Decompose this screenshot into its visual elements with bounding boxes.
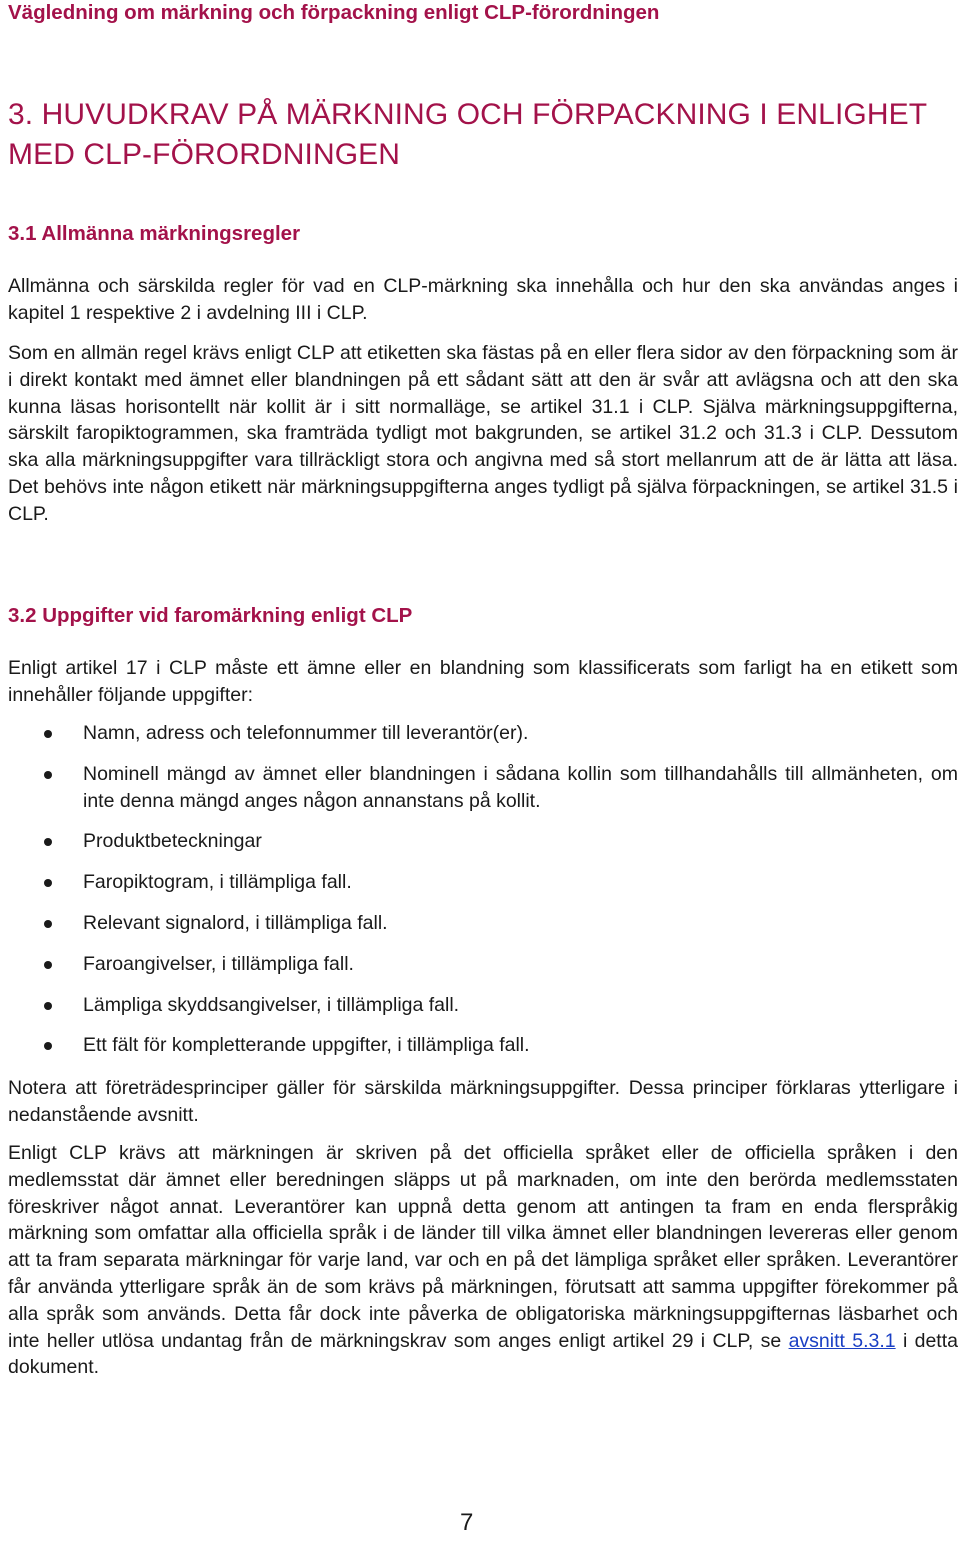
- paragraph-precedence-note: Notera att företrädesprinciper gäller för särskilda märkningsuppgifter. Dessa principer förklaras ytterligare i nedanstående avsnitt.: [8, 1077, 958, 1126]
- paragraph-article-17-intro: Enligt artikel 17 i CLP måste ett ämne eller en blandning som klassificerats som farligt ha en etikett som innehåller följande uppgifter:: [8, 657, 958, 706]
- section-title-3-1: 3.1 Allmänna märkningsregler: [8, 222, 301, 245]
- list-item: [8, 910, 958, 937]
- list-item: [8, 951, 958, 978]
- bullet-icon: [44, 920, 52, 928]
- paragraph-general-rules: Allmänna och särskilda regler för vad en CLP-märkning ska innehålla och hur den ska användas anges i kapitel 1 respektive 2 i avdelning III i CLP.: [8, 275, 958, 324]
- list-item-text: Relevant signalord, i tillämpliga fall.: [83, 911, 388, 934]
- list-item-text: Nominell mängd av ämnet eller blandningen i sådana kollin som tillhandahålls till allmänheten, om inte denna mängd anges någon annanstans på kollit.: [83, 762, 958, 812]
- list-item: [8, 828, 958, 855]
- list-item: [8, 720, 958, 747]
- bullet-icon: [44, 961, 52, 969]
- list-item-text: Faroangivelser, i tillämpliga fall.: [83, 952, 354, 975]
- bullet-icon: [44, 1042, 52, 1050]
- list-item: [8, 992, 958, 1019]
- list-item-text: Namn, adress och telefonnummer till leverantör(er).: [83, 722, 529, 744]
- list-item-text: Produktbeteckningar: [83, 830, 262, 853]
- paragraph-language-requirements: [8, 1140, 958, 1381]
- bullet-icon: [44, 879, 52, 887]
- language-paragraph-ending: i detta dokument.: [8, 1329, 958, 1379]
- paragraph-label-placement: Som en allmän regel krävs enligt CLP att etiketten ska fästas på en eller flera sidor av den förpackning som är i direkt kontakt med ämnet eller blandningen på ett sådant sätt att den är svår att avlägsna och att den ska kunna läsas horisontellt när kollit är i sitt normalläge, se artikel 31.1 i CLP. Själva märkningsuppgifterna, särskilt faropiktogrammen, ska framträda tydligt mot bakgrunden, se artikel 31.2 och 31.3 i CLP. Dessutom ska alla märkningsuppgifter vara tillräckligt stora och angivna med så stort mellanrum att de är lätta att läsa. Det behövs inte någon etikett när märkningsuppgifterna anges tydligt på själva förpackningen, se artikel 31.5 i CLP.: [8, 342, 958, 525]
- list-item: [8, 869, 958, 896]
- language-paragraph-text: Enligt CLP krävs att märkningen är skriven på det officiella språket eller de officiella språken i den medlemsstat där ämnet eller beredningen släpps ut på marknaden, om inte den berörda medlemsstaten föreskriver något annat. Leverantörer kan uppnå detta genom att antingen ta fram en enda flerspråkig märkning som omfattar alla officiella språk i de länder till vilka ämnet eller blandningen levereras eller genom att ta fram separata märkningar för varje land, var och en på det lämpliga språket eller språken. Leverantörer får använda ytterligare språk än de som krävs på märkningen, förutsatt att samma uppgifter förekommer på alla språk som används. Detta får dock inte påverka de obligatoriska märkningsuppgifternas läsbarhet och inte heller utlösa undantag från de märkningskrav som anges enligt artikel 29 i CLP, se: [8, 1142, 958, 1352]
- chapter-title: 3. HUVUDKRAV PÅ MÄRKNING OCH FÖRPACKNING I ENLIGHET MED CLP-FÖRORDNINGEN: [8, 98, 927, 171]
- label-elements-list: [8, 720, 958, 1059]
- bullet-icon: [44, 838, 52, 846]
- section-title-3-2: 3.2 Uppgifter vid faromärkning enligt CLP: [8, 604, 413, 627]
- bullet-icon: [44, 1002, 52, 1010]
- list-item-text: Ett fält för kompletterande uppgifter, i tillämpliga fall.: [83, 1034, 530, 1057]
- list-item-text: Lämpliga skyddsangivelser, i tillämpliga fall.: [83, 993, 460, 1016]
- list-item: [8, 761, 958, 815]
- list-item: [8, 1032, 958, 1059]
- page-number: 7: [460, 1509, 474, 1536]
- list-item-text: Faropiktogram, i tillämpliga fall.: [83, 871, 352, 894]
- bullet-icon: [44, 730, 52, 738]
- running-header: Vägledning om märkning och förpackning enligt CLP-förordningen: [8, 1, 660, 24]
- bullet-icon: [44, 771, 52, 779]
- section-5-3-1-link[interactable]: avsnitt 5.3.1: [788, 1329, 896, 1352]
